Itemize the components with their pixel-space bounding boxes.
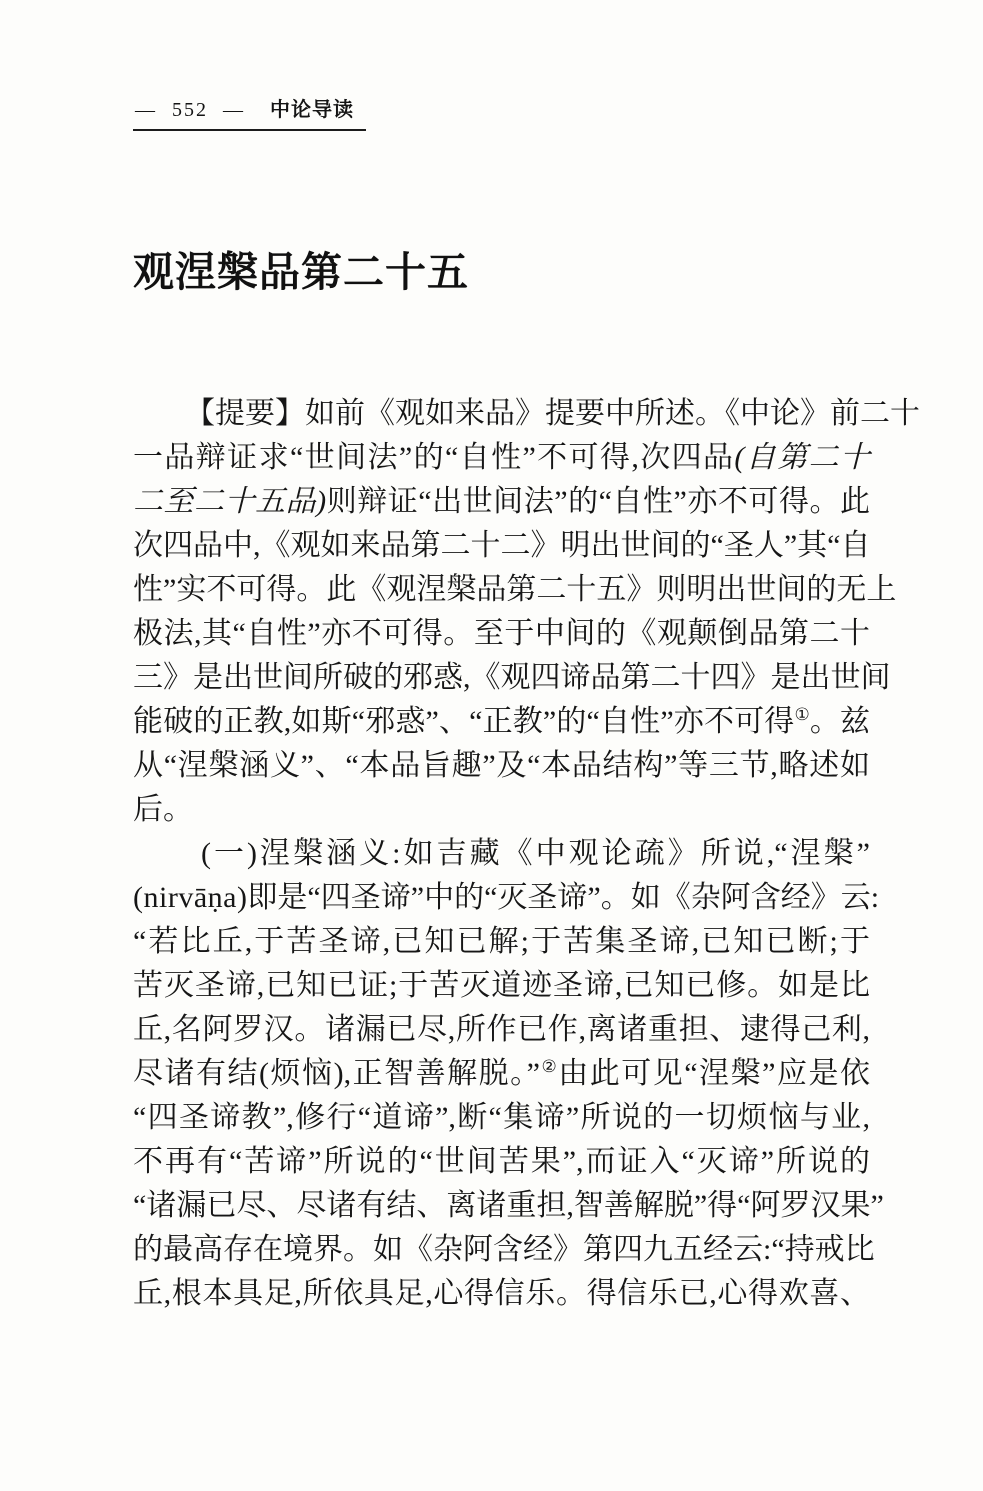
text-line [133,1052,870,1096]
text-line [133,920,870,964]
text-line [133,392,920,436]
text-line [133,1228,875,1272]
text-span: 丘,根本具足,所依具足,心得信乐。得信乐已,心得欢喜、 [133,1277,870,1310]
text-line [133,964,870,1008]
text-span: 【提要】如前《观如来品》提要中所述。《中论》前二十 [185,397,920,430]
text-line [133,744,870,788]
running-header [133,97,366,131]
text-span: 三》是出世间所破的邪惑,《观四谛品第二十四》是出世间 [133,661,891,694]
text-span: 次四品中,《观如来品第二十二》明出世间的“圣人”其“自 [133,529,871,562]
text-line [133,1008,870,1052]
paragraph-summary [133,392,920,832]
text-line [133,480,870,524]
text-span: 即是“四圣谛”中的“灭圣谛”。如《杂阿含经》云: [247,881,880,914]
footnote-ref: ① [794,705,810,724]
text-line [133,876,880,920]
text-span: 极法,其“自性”亦不可得。至于中间的《观颠倒品第二十 [133,617,870,650]
latin-span: (nirvāṇa) [133,881,248,914]
text-span: 尽诸有结(烦恼),正智善解脱。” [133,1057,540,1090]
text-span: 能破的正教,如斯“邪惑”、“正教”的“自性”亦不可得 [133,705,795,738]
text-span: 由此可见“涅槃”应是依 [558,1057,870,1090]
text-line [133,436,870,480]
footnote-ref: ② [539,1057,559,1076]
text-span: “四圣谛教”,修行“道谛”,断“集谛”所说的一切烦恼与业, [133,1101,870,1134]
text-span: 的最高存在境界。如《杂阿含经》第四九五经云:“持戒比 [133,1233,875,1266]
text-span: “若比丘,于苦圣谛,已知已解;于苦集圣谛,已知已断;于 [133,925,870,958]
text-line [133,700,870,744]
text-span: 苦灭圣谛,已知已证;于苦灭道迹圣谛,已知已修。如是比 [133,969,870,1002]
text-span: 性”实不可得。此《观涅槃品第二十五》则明出世间的无上 [133,573,897,606]
book-title: 中论导读 [270,99,354,121]
kaiti-span: 二至二十五品) [133,485,327,518]
text-line [133,1096,870,1140]
text-line [133,788,870,832]
text-span: (一)涅槃涵义:如吉藏《中观论疏》所说,“涅槃” [201,837,870,870]
text-span: 后。 [133,793,193,826]
text-line [133,524,870,568]
kaiti-span: (自第二十 [734,441,870,474]
text-span: 则辩证“出世间法”的“自性”亦不可得。此 [326,485,870,518]
text-span: “诸漏已尽、尽诸有结、离诸重担,智善解脱”得“阿罗汉果” [133,1189,884,1222]
text-line [133,656,891,700]
text-line [133,1140,870,1184]
text-line [133,612,870,656]
text-line [133,1272,870,1316]
paragraph-section-one [133,832,884,1316]
body-text [133,392,920,1316]
text-span: 。兹 [809,705,870,738]
text-span: 一品辩证求“世间法”的“自性”不可得,次四品 [133,441,735,474]
text-span: 不再有“苦谛”所说的“世间苦果”,而证入“灭谛”所说的 [133,1145,870,1178]
text-line [133,1184,884,1228]
text-span: 丘,名阿罗汉。诸漏已尽,所作已作,离诸重担、逮得己利, [133,1013,870,1046]
text-line [133,832,870,876]
text-line [133,568,897,612]
text-span: 从“涅槃涵义”、“本品旨趣”及“本品结构”等三节,略述如 [133,749,870,782]
page-number: — 552 — [135,99,245,121]
chapter-title: 观涅槃品第二十五 [133,249,469,295]
